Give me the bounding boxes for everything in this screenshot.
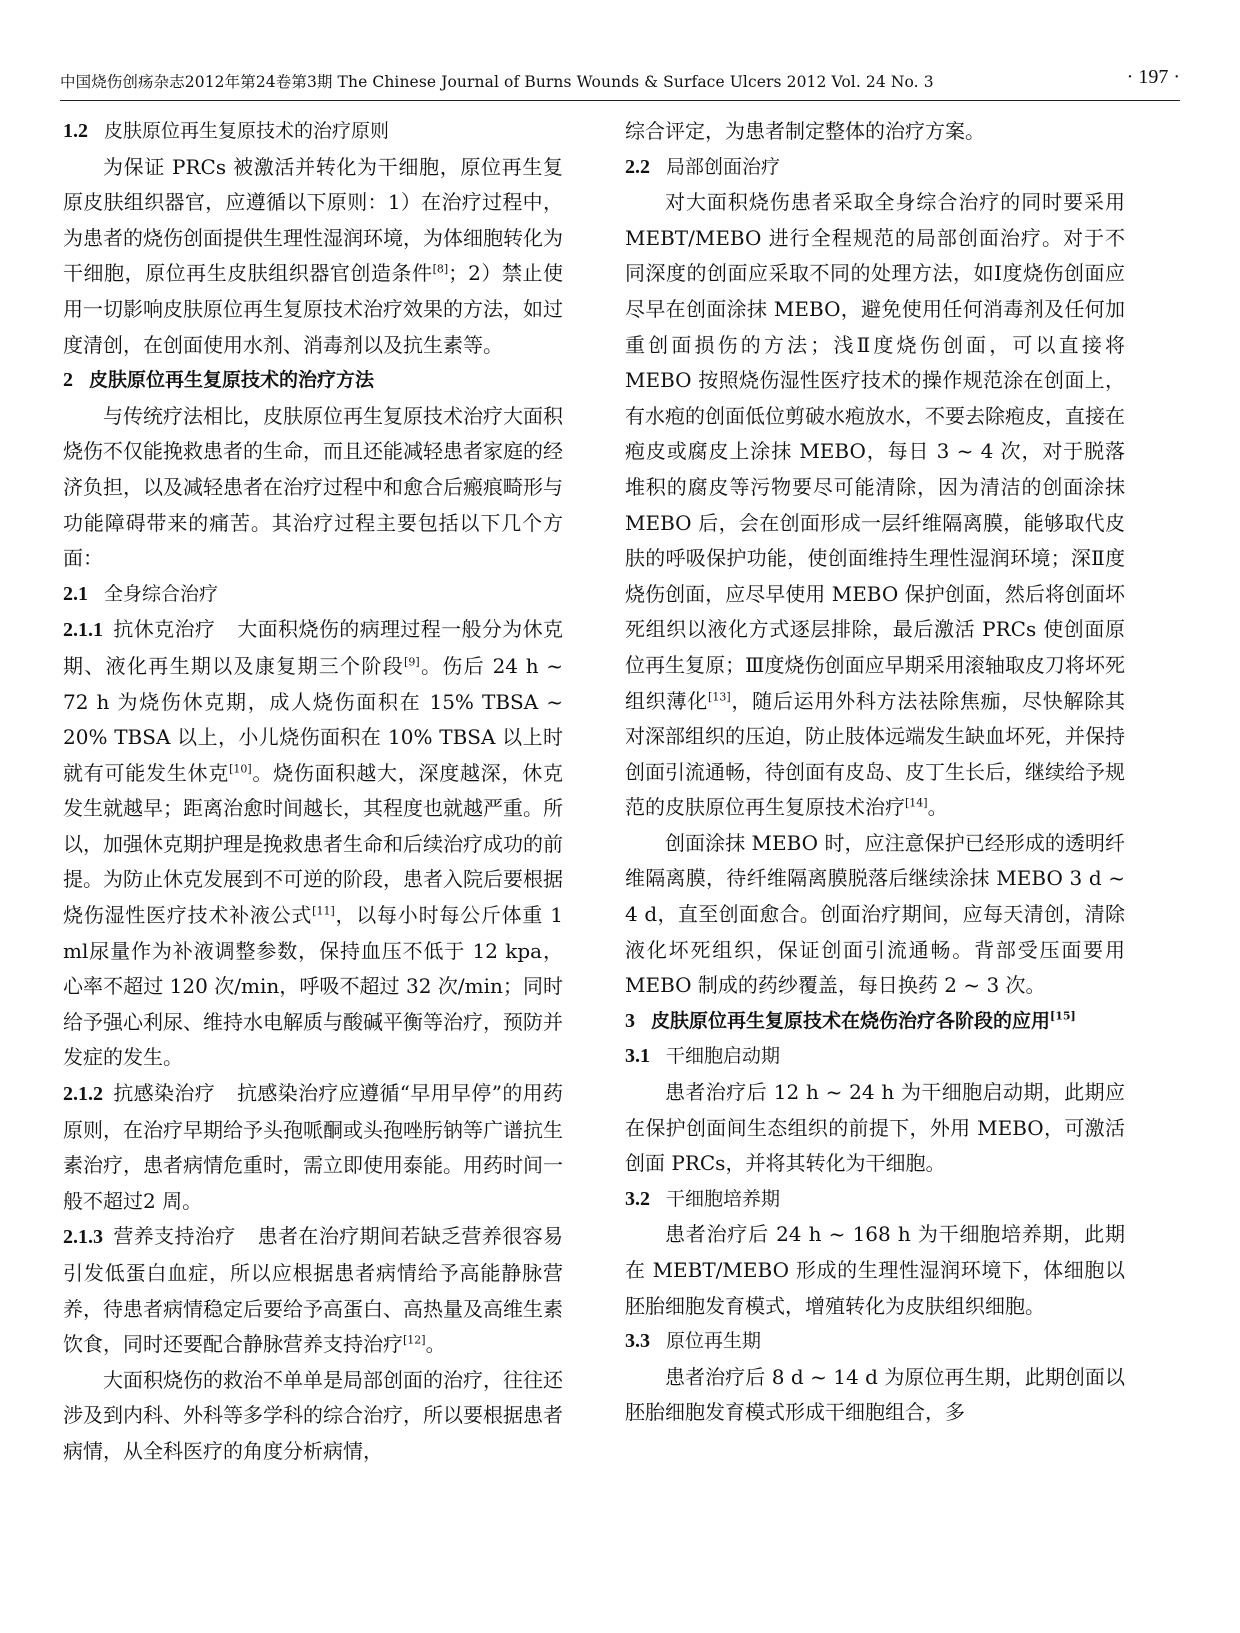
running-header bbox=[60, 66, 1180, 101]
right-column bbox=[625, 114, 1125, 1431]
paragraph: 患者治疗后 12 h ~ 24 h 为干细胞启动期，此期应在保护创面间生态组织的前提下，外用 MEBO，可激活创面 PRCs，并将其转化为干细胞。 bbox=[625, 1080, 1125, 1176]
paragraph: 大面积烧伤的救治不单单是局部创面的治疗，往往还涉及到内科、外科等多学科的综合治疗，所以要根据患者病情，从全科医疗的角度分析病情， bbox=[63, 1367, 563, 1463]
section-heading-2-1: 2.1 全身综合治疗 bbox=[63, 582, 219, 605]
paragraph-2-1-3: 2.1.3 营养支持治疗 患者在治疗期间若缺乏营养很容易引发低蛋白血症，所以应根据患者病情给予高能静脉营养，待患者病情稳定后要给予高蛋白、高热量及高维生素饮食，同时还要配合静脉营养支持治疗[12]。 bbox=[63, 1224, 564, 1357]
section-heading-2: 2 皮肤原位再生复原技术的治疗方法 bbox=[63, 369, 375, 392]
paragraph: 患者治疗后 8 d ~ 14 d 为原位再生期，此期创面以胚胎细胞发育模式形成干细胞组合，多 bbox=[625, 1364, 1125, 1425]
paragraph: 为保证 PRCs 被激活并转化为干细胞，原位再生复原皮肤组织器官，应遵循以下原则：1）在治疗过程中，为患者的烧伤创面提供生理性湿润环境，为体细胞转化为干细胞，原位再生皮肤组织器官创造条件[8]；2）禁止使用一切影响皮肤原位再生复原技术治疗效果的方法，如过度清创，在创面使用水剂、消毒剂以及抗生素等。 bbox=[63, 154, 564, 357]
paragraph-continued: 综合评定，为患者制定整体的治疗方案。 bbox=[625, 119, 985, 143]
paragraph-2-1-2: 2.1.2 抗感染治疗 抗感染治疗应遵循“早用早停”的用药原则，在治疗早期给予头孢哌酮或头孢唑肟钠等广谱抗生素治疗，患者病情危重时，需立即使用泰能。用药时间一般不超过2 周。 bbox=[63, 1081, 564, 1213]
section-heading-3-2: 3.2 干细胞培养期 bbox=[625, 1187, 781, 1210]
left-column bbox=[63, 114, 563, 1470]
paragraph-2-1-1: 2.1.1 抗休克治疗 大面积烧伤的病理过程一般分为休克期、液化再生期以及康复期三个阶段[9]。伤后 24 h ~ 72 h 为烧伤休克期，成人烧伤面积在 15% TBSA ~ 20% TBSA 以上，小儿烧伤面积在 10% TBSA 以上时就有可能发生休克[10]。烧伤面积越大，深度越深，休克发生就越早；距离治愈时间越长，其程度也就越严重。所以，加强休克期护理是挽救患者生命和后续治疗成功的前提。为防止休克发展到不可逆的阶段，患者入院后要根据烧伤湿性医疗技术补液公式[11]，以每小时每公斤体重 1 ml尿量作为补液调整参数，保持血压不低于 12 kpa，心率不超过 120 次/min，呼吸不超过 32 次/min；同时给予强心利尿、维持水电解质与酸碱平衡等治疗，预防并发症的发生。 bbox=[63, 617, 564, 1070]
section-heading-3-1: 3.1 干细胞启动期 bbox=[625, 1045, 781, 1068]
page-number: · 197 · bbox=[1126, 66, 1180, 88]
section-heading-2-2: 2.2 局部创面治疗 bbox=[625, 155, 781, 178]
paragraph: 与传统疗法相比，皮肤原位再生复原技术治疗大面积烧伤不仅能挽救患者的生命，而且还能减轻患者家庭的经济负担，以及减轻患者在治疗过程中和愈合后瘢痕畸形与功能障碍带来的痛苦。其治疗过程主要包括以下几个方面： bbox=[63, 403, 563, 571]
section-heading-3: 3 皮肤原位再生复原技术在烧伤治疗各阶段的应用[15] bbox=[625, 1009, 1076, 1032]
paragraph: 患者治疗后 24 h ~ 168 h 为干细胞培养期，此期在 MEBT/MEBO 形成的生理性湿润环境下，体细胞以胚胎细胞发育模式，增殖转化为皮肤组织细胞。 bbox=[625, 1222, 1125, 1318]
section-heading-1-2: 1.2 皮肤原位再生复原技术的治疗原则 bbox=[63, 120, 390, 142]
section-heading-3-3: 3.3 原位再生期 bbox=[625, 1330, 762, 1353]
paragraph: 对大面积烧伤患者采取全身综合治疗的同时要采用 MEBT/MEBO 进行全程规范的局部创面治疗。对于不同深度的创面应采取不同的处理方法，如Ⅰ度烧伤创面应尽早在创面涂抹 MEBO，避免使用任何消毒剂及任何加重创面损伤的方法；浅Ⅱ度烧伤创面，可以直接将 MEBO 按照烧伤湿性医疗技术的操作规范涂在创面上，有水疱的创面低位剪破水疱放水，不要去除疱皮，直接在疱皮或腐皮上涂抹 MEBO，每日 3 ~ 4 次，对于脱落堆积的腐皮等污物要尽可能清除，因为清洁的创面涂抹 MEBO 后，会在创面形成一层纤维隔离膜，能够取代皮肤的呼吸保护功能，使创面维持生理性湿润环境；深Ⅱ度烧伤创面，应尽早使用 MEBO 保护创面，然后将创面坏死组织以液化方式逐层排除，最后激活 PRCs 使创面原位再生复原；Ⅲ度烧伤创面应早期采用滚轴取皮刀将坏死组织薄化[13]，随后运用外科方法祛除焦痂，尽快解除其对深部组织的压迫，防止肢体远端发生缺血坏死，并保持创面引流通畅，待创面有皮岛、皮丁生长后，继续给予规范的皮肤原位再生复原技术治疗[14]。 bbox=[625, 190, 1126, 820]
paragraph: 创面涂抹 MEBO 时，应注意保护已经形成的透明纤维隔离膜，待纤维隔离膜脱落后继续涂抹 MEBO 3 d ~ 4 d，直至创面愈合。创面治疗期间，应每天清创，清除液化坏死组织，保证创面引流通畅。背部受压面要用 MEBO 制成的药纱覆盖，每日换药 2 ~ 3 次。 bbox=[625, 830, 1125, 998]
journal-citation: 中国烧伤创疡杂志2012年第24卷第3期 The Chinese Journal of Burns Wounds & Surface Ulcers 2012 Vol. 24 No. 3 bbox=[60, 73, 934, 91]
